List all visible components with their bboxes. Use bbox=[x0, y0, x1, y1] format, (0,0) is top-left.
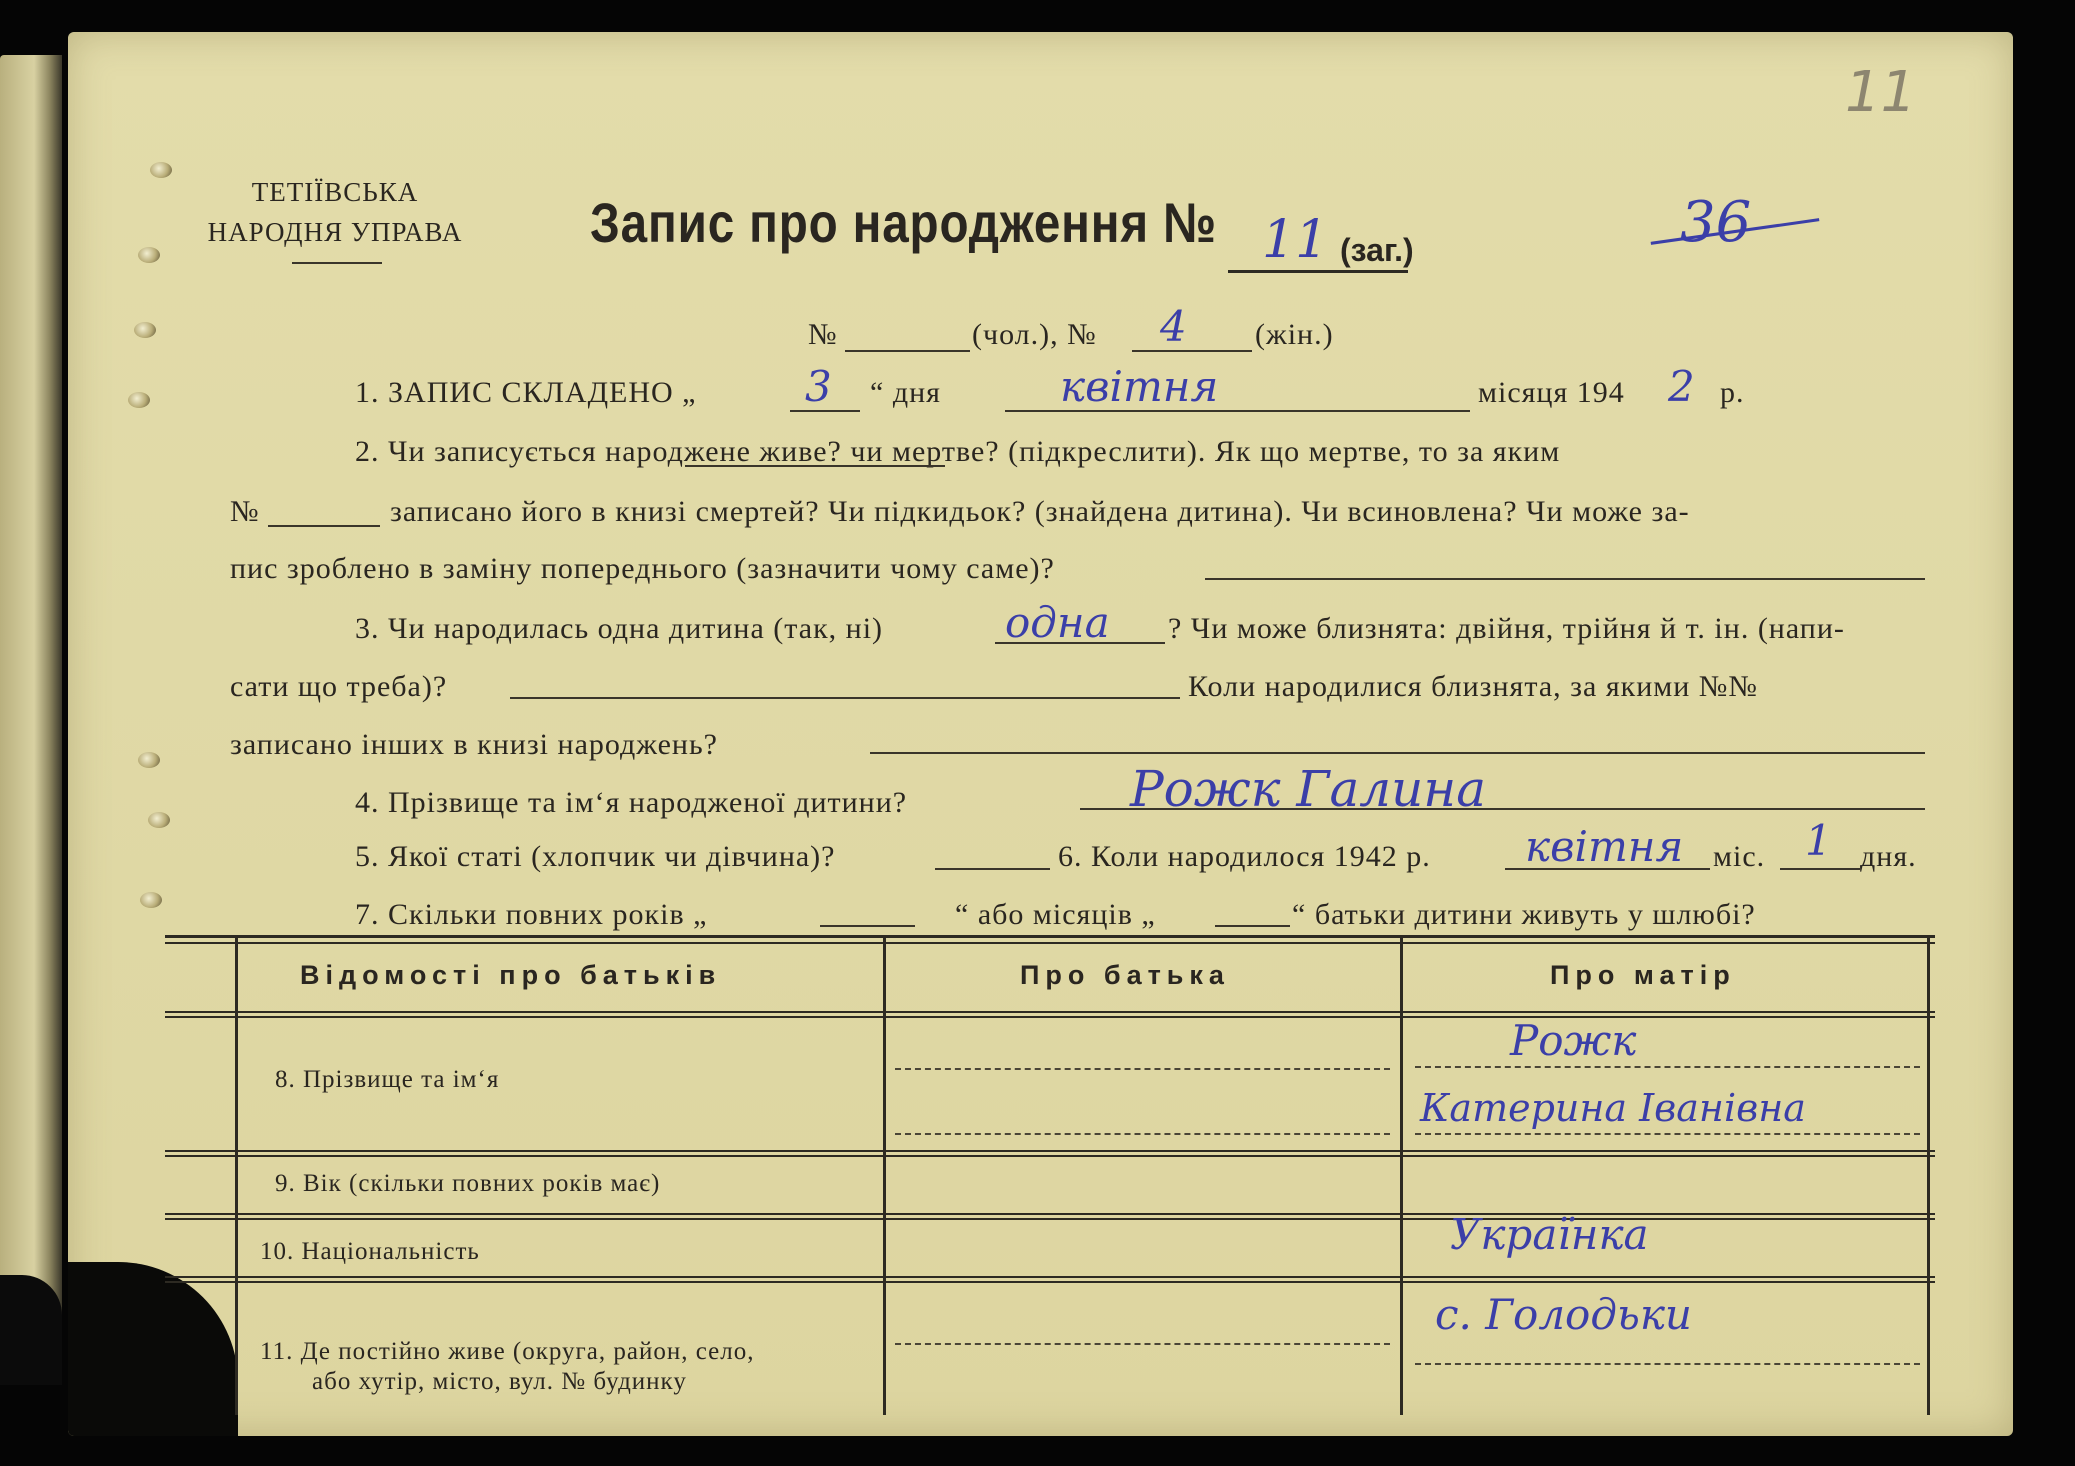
record-number-value: 11 bbox=[1262, 210, 1329, 270]
q5-label: 5. Якої статі (хлопчик чи дівчина)? bbox=[355, 840, 836, 873]
row-divider bbox=[165, 1155, 1935, 1157]
punch-hole bbox=[128, 392, 150, 408]
q3-line-3: записано інших в книзі народжень? bbox=[230, 728, 718, 761]
q2-line-3: пис зроблено в заміну попереднього (зазначити чому саме)? bbox=[230, 552, 1055, 585]
father-name-line bbox=[895, 1133, 1390, 1135]
q7-part-b: “ або місяців „ bbox=[955, 898, 1156, 931]
issuer-block bbox=[185, 172, 485, 252]
pencil-page-number: 11 bbox=[1845, 60, 1917, 125]
punch-hole bbox=[150, 162, 172, 178]
q2-line-2-no: № bbox=[230, 495, 260, 528]
total-suffix: (заг.) bbox=[1340, 232, 1414, 268]
q6-mis: міс. bbox=[1713, 840, 1766, 873]
female-suffix: (жін.) bbox=[1255, 318, 1334, 351]
female-no-value: 4 bbox=[1160, 302, 1187, 351]
row-divider bbox=[165, 1218, 1935, 1220]
mother-residence-line bbox=[1415, 1363, 1920, 1365]
mother-given-names: Катерина Іванівна bbox=[1420, 1086, 1806, 1130]
q1-prefix: 1. ЗАПИС СКЛАДЕНО „ bbox=[355, 376, 697, 409]
issuer-line-2: НАРОДНЯ УПРАВА bbox=[207, 217, 463, 247]
q6-day-suffix: дня. bbox=[1860, 840, 1917, 873]
page-title: Запис про народження № bbox=[590, 191, 1217, 254]
punch-hole bbox=[148, 812, 170, 828]
q2-answer-line bbox=[1205, 578, 1925, 580]
female-no-line bbox=[1132, 350, 1252, 352]
table-right-border bbox=[1927, 938, 1930, 1415]
punch-hole bbox=[138, 247, 160, 263]
row-label-nationality: 10. Національність bbox=[260, 1238, 480, 1265]
row-divider bbox=[165, 1150, 1935, 1152]
parents-table bbox=[165, 935, 1935, 1415]
q3-line-2: сати що треба)? bbox=[230, 670, 448, 703]
mother-residence: с. Голодьки bbox=[1435, 1290, 1692, 1339]
q6-month-line bbox=[1505, 868, 1710, 870]
q3-answer-line bbox=[995, 642, 1165, 644]
mother-surname: Рожк bbox=[1510, 1016, 1637, 1065]
row-label-residence-2: або хутір, місто, вул. № будинку bbox=[312, 1368, 687, 1395]
q4-label: 4. Прізвище та ім‘я народженої дитини? bbox=[355, 786, 908, 819]
q6-day: 1 bbox=[1805, 816, 1832, 865]
male-no-line bbox=[845, 350, 970, 352]
col-header-father: Про батька bbox=[1020, 960, 1230, 990]
q7-part-a: 7. Скільки повних років „ bbox=[355, 898, 708, 931]
header-row-line bbox=[165, 1011, 1935, 1013]
q1-day-suffix: “ дня bbox=[870, 376, 941, 409]
q3-twins-line bbox=[510, 697, 1180, 699]
row-label-age: 9. Вік (скільки повних років має) bbox=[275, 1170, 661, 1197]
q2-death-no-line bbox=[268, 525, 380, 527]
q1-year-suffix: р. bbox=[1720, 376, 1745, 409]
q2-underline-live bbox=[685, 465, 945, 467]
q6-month: квітня bbox=[1525, 822, 1684, 871]
table-top-double-line bbox=[165, 942, 1935, 944]
issuer-divider bbox=[292, 262, 382, 264]
q1-year-digit: 2 bbox=[1668, 362, 1695, 411]
q1-day-line bbox=[790, 410, 860, 412]
punch-hole bbox=[140, 892, 162, 908]
book-edge bbox=[0, 55, 62, 1355]
col-header-info: Відомості про батьків bbox=[300, 960, 722, 990]
q2-line-1: 2. Чи записується народжене живе? чи мертве? (підкреслити). Як що мертве, то за яким bbox=[355, 435, 1561, 468]
punch-hole bbox=[138, 752, 160, 768]
table-left-border bbox=[235, 938, 238, 1415]
col-header-mother: Про матір bbox=[1550, 960, 1736, 990]
q2-line-2: записано його в книзі смертей? Чи підкидьок? (знайдена дитина). Чи всиновлена? Чи може за- bbox=[390, 495, 1690, 528]
q4-child-name: Рожк Галина bbox=[1130, 760, 1487, 818]
q3-twins-no-line bbox=[870, 752, 1925, 754]
q7-part-c: “ батьки дитини живуть у шлюбі? bbox=[1292, 898, 1756, 931]
punch-hole bbox=[134, 322, 156, 338]
q4-answer-line bbox=[1080, 808, 1925, 810]
q3-line-1: 3. Чи народилась одна дитина (так, ні) bbox=[355, 612, 884, 645]
row-label-residence-1: 11. Де постійно живе (округа, район, село, bbox=[260, 1338, 755, 1365]
q5-answer-line bbox=[935, 868, 1050, 870]
male-suffix: (чол.), № bbox=[972, 318, 1097, 351]
q1-day-value: 3 bbox=[805, 362, 832, 411]
row-divider bbox=[165, 1281, 1935, 1283]
table-col-divider-2 bbox=[1400, 938, 1403, 1415]
mother-surname-line bbox=[1415, 1066, 1920, 1068]
registry-total-number: 36 bbox=[1680, 190, 1752, 255]
q7-years-line bbox=[820, 925, 915, 927]
q3-answer: одна bbox=[1005, 598, 1110, 647]
q7-months-line bbox=[1215, 925, 1290, 927]
male-no-label: № bbox=[808, 318, 838, 351]
q6-day-line bbox=[1780, 868, 1860, 870]
q1-month-suffix: місяця 194 bbox=[1478, 376, 1625, 409]
q1-month-value: квітня bbox=[1060, 362, 1219, 411]
mother-given-line bbox=[1415, 1133, 1920, 1135]
father-name-line bbox=[895, 1068, 1390, 1070]
q3-line-1-b: ? Чи може близнята: двійня, трійня й т. ін. (напи- bbox=[1168, 612, 1845, 645]
q6-label: 6. Коли народилося 1942 р. bbox=[1058, 840, 1431, 873]
table-col-divider-1 bbox=[883, 938, 886, 1415]
row-divider bbox=[165, 1276, 1935, 1278]
row-label-name: 8. Прізвище та ім‘я bbox=[275, 1066, 500, 1093]
issuer-line-1: ТЕТІЇВСЬКА bbox=[251, 177, 419, 207]
row-divider bbox=[165, 1213, 1935, 1215]
header-row-line bbox=[165, 1016, 1935, 1018]
q3-line-2-b: Коли народилися близнята, за якими №№ bbox=[1188, 670, 1759, 703]
mother-nationality: Українка bbox=[1450, 1210, 1649, 1259]
father-residence-line bbox=[895, 1343, 1390, 1345]
record-number-line bbox=[1228, 270, 1408, 273]
